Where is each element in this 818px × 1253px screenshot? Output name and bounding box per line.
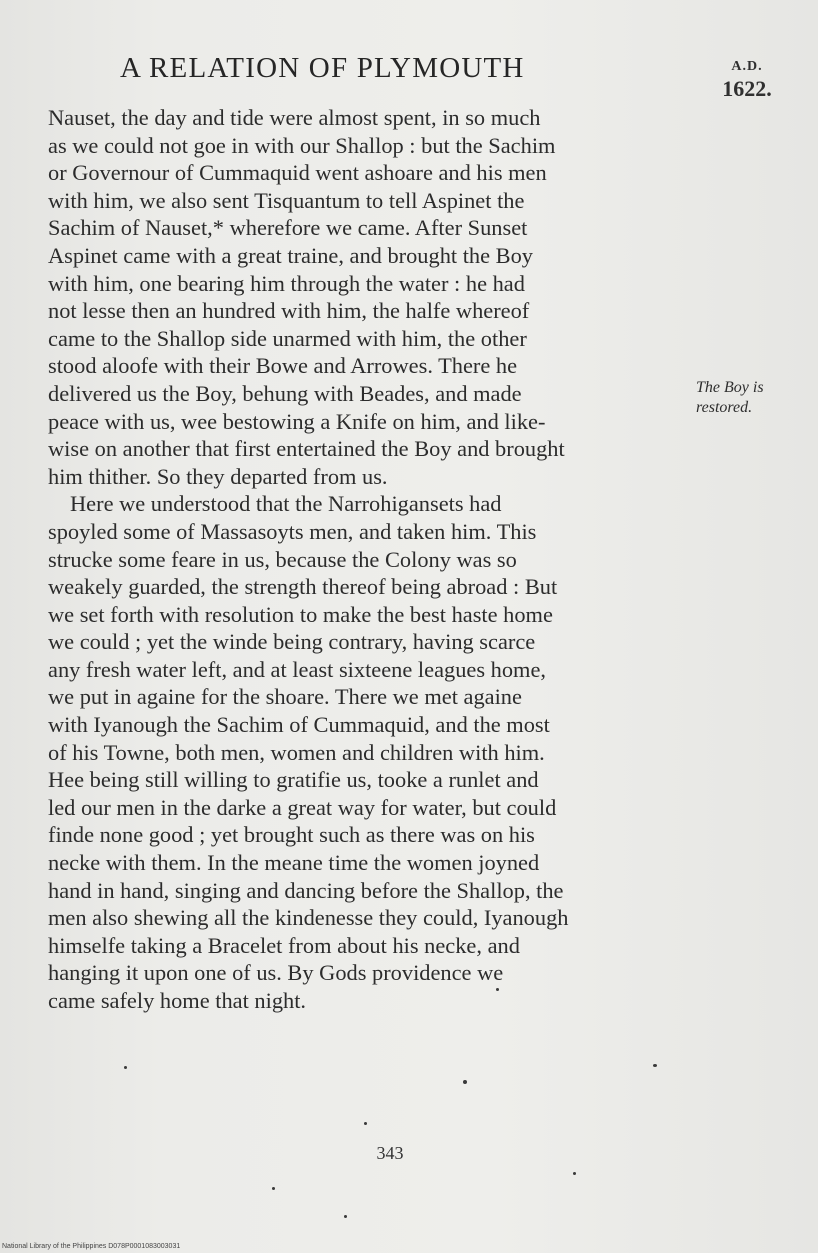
text-line: strucke some feare in us, because the Colony was so — [48, 546, 517, 572]
text-line: hand in hand, singing and dancing before the Shallop, the — [48, 877, 564, 903]
text-line: we set forth with resolution to make the best haste home — [48, 601, 553, 627]
scan-speck — [124, 1066, 127, 1069]
scan-speck — [364, 1122, 367, 1125]
text-line: with Iyanough the Sachim of Cummaquid, and the most — [48, 712, 550, 738]
text-line: or Governour of Cummaquid went ashoare and his men — [48, 160, 547, 186]
date-year: 1622. — [722, 76, 772, 101]
margin-note-line: restored. — [696, 399, 753, 416]
scan-speck — [573, 1172, 576, 1175]
date-era: A.D. — [731, 59, 763, 74]
scan-speck — [344, 1215, 347, 1218]
text-line: men also shewing all the kindenesse they could, Iyanough — [48, 905, 569, 931]
text-line: delivered us the Boy, behung with Beades, and made — [48, 380, 522, 406]
text-line: Nauset, the day and tide were almost spent, in so much — [48, 105, 541, 130]
text-line: Aspinet came with a great traine, and brought the Boy — [48, 242, 533, 268]
text-line: wise on another that first entertained the Boy and brought — [48, 436, 565, 462]
page-number: 343 — [376, 1143, 404, 1163]
text-line: not lesse then an hundred with him, the halfe whereof — [48, 298, 530, 324]
scan-speck — [653, 1064, 657, 1067]
scan-speck — [272, 1187, 275, 1190]
text-line: led our men in the darke a great way for water, but could — [48, 794, 557, 820]
margin-note-line: The Boy is — [696, 379, 764, 396]
text-line: with him, one bearing him through the water : he had — [48, 270, 525, 296]
text-line: as we could not goe in with our Shallop : but the Sachim — [48, 132, 556, 158]
text-line: we could ; yet the winde being contrary, having scarce — [48, 629, 536, 655]
scan-speck — [496, 988, 499, 991]
running-title: A RELATION OF PLYMOUTH — [120, 52, 525, 84]
text-line: Hee being still willing to gratifie us, tooke a runlet and — [48, 767, 539, 793]
text-line: himselfe taking a Bracelet from about his necke, and — [48, 932, 520, 958]
text-line-paragraph-start: Here we understood that the Narrohigansets had — [70, 491, 502, 517]
margin-note — [696, 378, 806, 418]
text-line: we put in againe for the shoare. There we met againe — [48, 684, 522, 710]
text-line: stood aloofe with their Bowe and Arrowes. There he — [48, 353, 518, 379]
margin-date — [712, 58, 782, 102]
body-text — [48, 104, 688, 1015]
text-line: necke with them. In the meane time the women joyned — [48, 850, 540, 876]
text-line: of his Towne, both men, women and children with him. — [48, 739, 545, 765]
text-line: Sachim of Nauset,* wherefore we came. After Sunset — [48, 215, 528, 241]
text-line: came to the Shallop side unarmed with him, the other — [48, 325, 527, 351]
text-line: peace with us, wee bestowing a Knife on him, and like- — [48, 408, 546, 434]
text-line: any fresh water left, and at least sixteene leagues home, — [48, 656, 546, 682]
scan-footer: National Library of the Philippines D078P0001083003031 — [2, 1243, 181, 1250]
text-line: hanging it upon one of us. By Gods providence we — [48, 960, 504, 986]
scan-speck — [463, 1080, 467, 1084]
text-line: him thither. So they departed from us. — [48, 463, 388, 489]
text-line: with him, we also sent Tisquantum to tell Aspinet the — [48, 187, 525, 213]
text-line: spoyled some of Massasoyts men, and taken him. This — [48, 518, 537, 544]
text-line: came safely home that night. — [48, 988, 307, 1013]
text-line: finde none good ; yet brought such as there was on his — [48, 822, 535, 848]
text-line: weakely guarded, the strength thereof being abroad : But — [48, 574, 558, 600]
